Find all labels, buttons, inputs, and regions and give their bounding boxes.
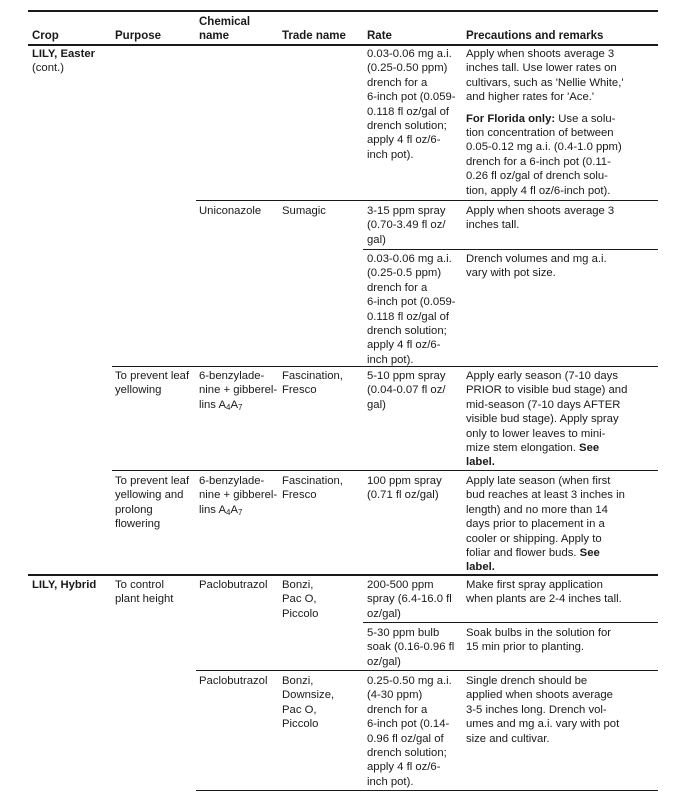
rate-hybrid-2: 5-30 ppm bulb soak (0.16-0.96 fl oz/gal) — [367, 627, 455, 668]
crop-rule — [28, 574, 658, 576]
chem-uniconazole: Uniconazole — [199, 205, 262, 217]
row-rule — [112, 366, 658, 367]
remarks-easter-florida — [466, 112, 615, 126]
row-rule — [112, 470, 658, 471]
top-rule — [28, 10, 658, 12]
chem-benzyladenine-1-lins: lins $A_4A_7$ — [199, 399, 243, 412]
rate-easter-4: 5-10 ppm spray (0.04-0.07 fl oz/ gal) — [367, 370, 446, 411]
rate-easter-3: 0.03-0.06 mg a.i. (0.25-0.5 ppm) drench for a 6-inch pot (0.059- 0.118 fl oz/gal of drench solution; apply 4 fl oz/6- inch pot). — [367, 253, 456, 366]
remarks-easter-2: Apply when shoots average 3 inches tall. — [466, 205, 615, 232]
header-crop: Crop — [32, 30, 59, 42]
remarks-easter-5-label: label. — [466, 561, 495, 573]
remarks-easter-1: Apply when shoots average 3 inches tall. Use lower rates on cultivars, such as 'Nellie White,' and higher rates for 'Ace.' — [466, 48, 624, 104]
remarks-easter-3: Drench volumes and mg a.i. vary with pot size. — [466, 253, 607, 280]
remarks-easter-4: Apply early season (7-10 days PRIOR to visible bud stage) and mid-season (7-10 days AFTER visible bud stage). Apply spray only to lower leaves to mini- — [466, 370, 628, 440]
purpose-control-height: To control plant height — [115, 579, 174, 606]
remarks-hybrid-2: Soak bulbs in the solution for 15 min prior to planting. — [466, 627, 612, 654]
rate-easter-5: 100 ppm spray (0.71 fl oz/gal) — [367, 475, 442, 502]
remarks-hybrid-3: Single drench should be applied when shoots average 3-5 inches long. Drench vol- umes and mg a.i. vary with pot size and cultivar. — [466, 675, 620, 745]
trade-sumagic: Sumagic — [282, 205, 326, 217]
header-rule — [28, 44, 658, 46]
remarks-easter-florida-rest: tion concentration of between 0.05-0.12 mg a.i. (0.4-1.0 ppm) drench for a 6-inch pot (0.11- 0.26 fl oz/gal of drench solu- tion, apply 4 fl oz/6-inch pot). — [466, 127, 622, 197]
remarks-hybrid-1: Make first spray application when plants are 2-4 inches tall. — [466, 579, 622, 606]
header-rate: Rate — [367, 30, 392, 42]
chem-benzyladenine-1: 6-benzylade- nine + gibberel- — [199, 370, 278, 397]
chem-paclobutrazol-1: Paclobutrazol — [199, 579, 268, 591]
header-purpose: Purpose — [115, 30, 162, 42]
florida-only-label: For Florida only: — [466, 113, 556, 125]
purpose-prevent-yellowing-prolong: To prevent leaf yellowing and prolong flowering — [115, 475, 190, 531]
rate-easter-2: 3-15 ppm spray (0.70-3.49 fl oz/ gal) — [367, 205, 446, 246]
chem-benzyladenine-2: 6-benzylade- nine + gibberel- — [199, 475, 278, 502]
row-rule — [196, 200, 658, 201]
trade-bonzi-2: Bonzi, Downsize, Pac O, Piccolo — [282, 675, 335, 731]
rate-hybrid-1: 200-500 ppm spray (6.4-16.0 fl oz/gal) — [367, 579, 452, 620]
row-rule — [196, 670, 658, 671]
remarks-easter-5-last: foliar and flower buds. See — [466, 547, 600, 559]
remarks-easter-5: Apply late season (when first bud reaches at least 3 inches in length) and no more than 14 days prior to placement in a cooler or shipping. Apply to — [466, 475, 625, 545]
purpose-prevent-yellowing: To prevent leaf yellowing — [115, 370, 190, 397]
bottom-rule — [196, 790, 658, 791]
chem-paclobutrazol-2: Paclobutrazol — [199, 675, 268, 687]
rate-easter-1: 0.03-0.06 mg a.i. (0.25-0.50 ppm) drench for a 6-inch pot (0.059- 0.118 fl oz/gal of drench solution; apply 4 fl oz/6- inch pot). — [367, 48, 456, 161]
crop-lily-hybrid: LILY, Hybrid — [32, 579, 97, 591]
trade-fascination-1: Fascination, Fresco — [282, 370, 343, 397]
remarks-easter-4-last: mize stem elongation. See — [466, 442, 600, 454]
crop-lily-easter-cont: (cont.) — [32, 62, 65, 74]
remarks-easter-4-label: label. — [466, 456, 495, 468]
header-chemical-name: Chemical name — [199, 16, 251, 43]
crop-lily-easter: LILY, Easter — [32, 48, 96, 60]
header-precautions: Precautions and remarks — [466, 30, 604, 42]
florida-line1: Use a solu- — [555, 113, 616, 125]
trade-fascination-2: Fascination, Fresco — [282, 475, 343, 502]
header-trade-name: Trade name — [282, 30, 346, 42]
row-rule — [363, 249, 658, 250]
row-rule — [363, 622, 658, 623]
chem-benzyladenine-2-lins: lins $A_4A_7$ — [199, 504, 243, 517]
rate-hybrid-3: 0.25-0.50 mg a.i. (4-30 ppm) drench for a 6-inch pot (0.14- 0.96 fl oz/gal of drench solution; apply 4 fl oz/6- inch pot). — [367, 675, 452, 788]
trade-bonzi-1: Bonzi, Pac O, Piccolo — [282, 579, 319, 620]
